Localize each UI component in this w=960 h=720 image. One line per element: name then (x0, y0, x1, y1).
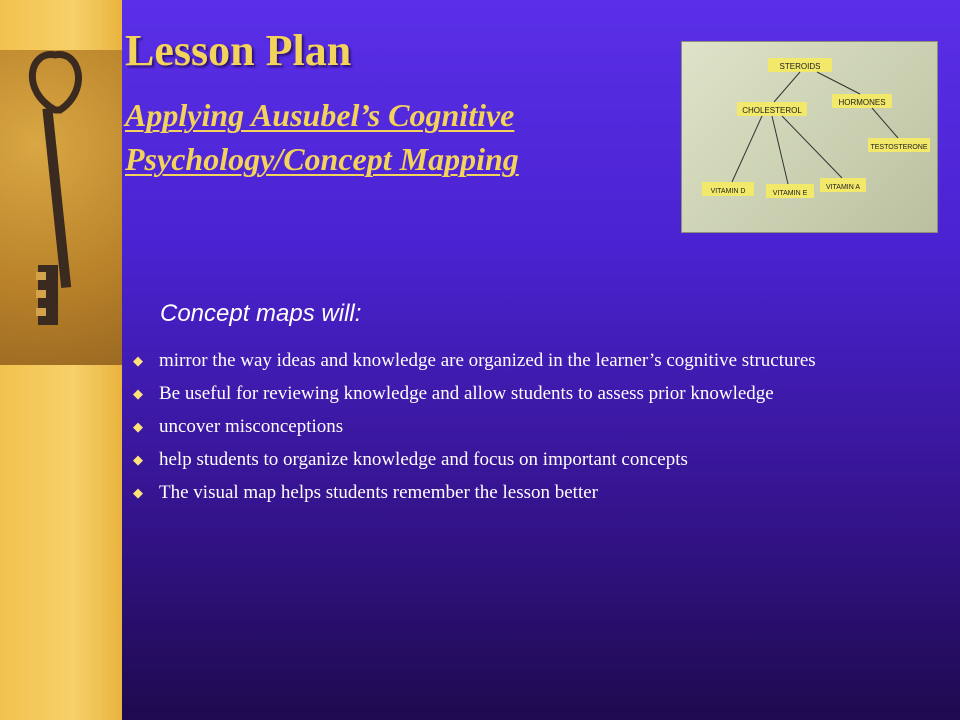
bullet-text: mirror the way ideas and knowledge are organized in the learner’s cognitive structures (159, 350, 816, 371)
map-node-testosterone: TESTOSTERONE (870, 144, 928, 151)
concept-map-diagram (682, 42, 937, 232)
key-icon (0, 50, 122, 365)
bullet-text: help students to organize knowledge and focus on important concepts (159, 449, 688, 470)
diamond-bullet-icon: ◆ (133, 419, 143, 434)
list-item (133, 414, 913, 439)
concept-maps-lead: Concept maps will: (160, 300, 362, 327)
bullet-text: uncover misconceptions (159, 416, 344, 437)
diamond-bullet-icon: ◆ (133, 452, 143, 467)
list-item (133, 480, 913, 505)
key-image (0, 50, 122, 365)
map-node-vitamin-a: VITAMIN A (825, 184, 861, 191)
bullet-text: Be useful for reviewing knowledge and allow students to assess prior knowledge (159, 383, 774, 404)
bullet-text: The visual map helps students remember the lesson better (159, 482, 598, 503)
slide-title: Lesson Plan (125, 26, 352, 75)
bullet-list (133, 348, 913, 513)
map-node-hormones: HORMONES (838, 98, 886, 107)
list-item (133, 348, 913, 373)
diamond-bullet-icon: ◆ (133, 386, 143, 401)
slide-subtitle: Applying Ausubel’s Cognitive Psychology/Concept Mapping (125, 97, 519, 177)
map-node-vitamin-e: VITAMIN E (772, 190, 808, 197)
map-node-cholesterol: CHOLESTEROL (742, 106, 802, 115)
map-node-steroids: STEROIDS (779, 62, 821, 71)
diamond-bullet-icon: ◆ (133, 485, 143, 500)
map-node-vitamin-d: VITAMIN D (710, 188, 746, 195)
concept-map-photo (681, 41, 938, 233)
diamond-bullet-icon: ◆ (133, 353, 143, 368)
list-item (133, 447, 913, 472)
list-item (133, 381, 913, 406)
